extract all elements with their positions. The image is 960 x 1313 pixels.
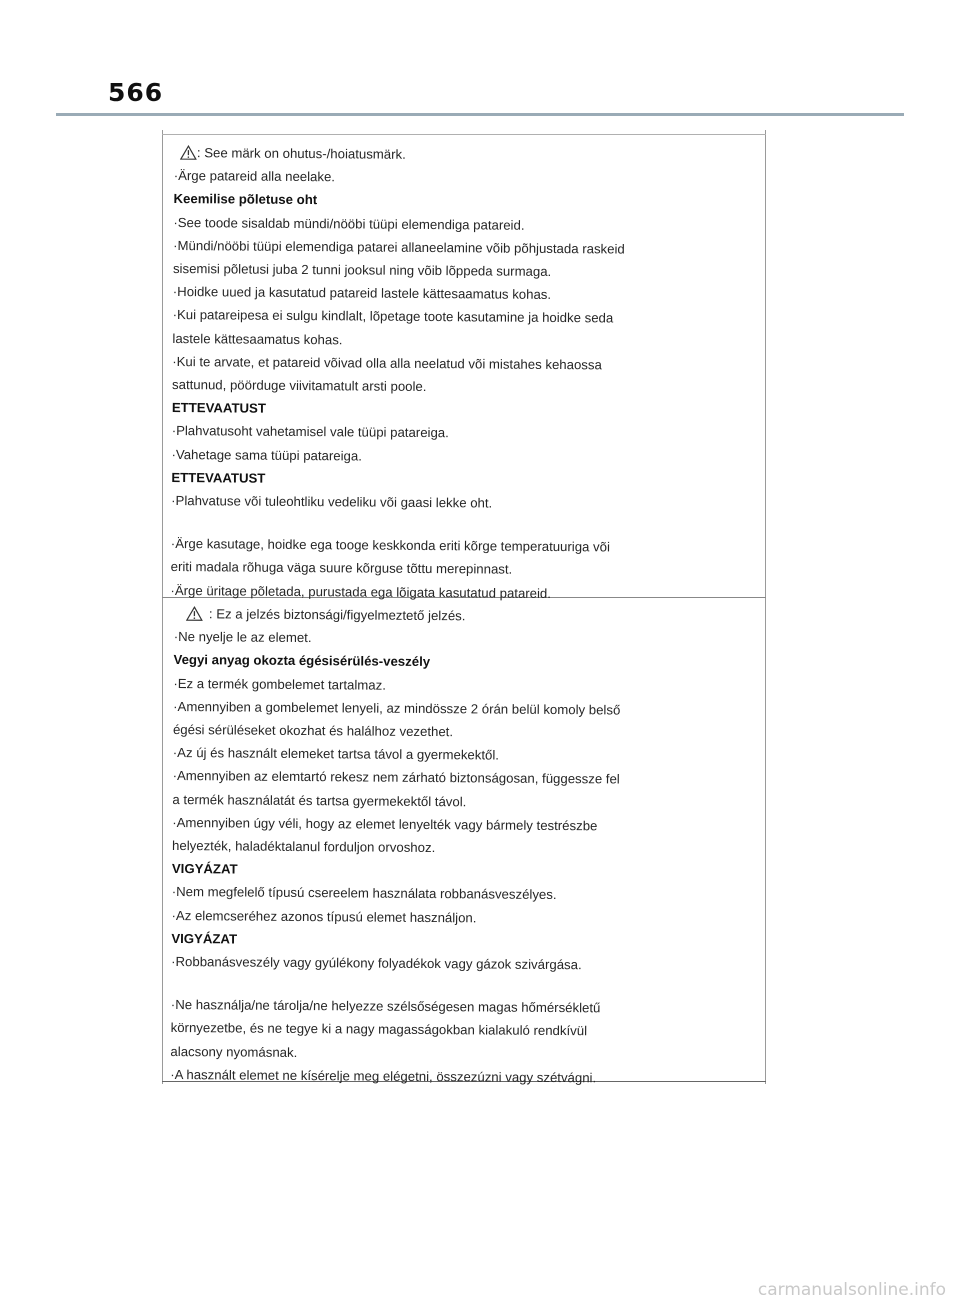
text-line: ·Kui te arvate, et patareid võivad olla alla neelatud või mistahes kehaossa [172,353,602,373]
text-line: ·Kui patareipesa ei sulgu kindlalt, lõpetage toote kasutamine ja hoidke seda [172,307,614,326]
text-line: ·Ez a termék gombelemet tartalmaz. [173,675,386,693]
symbol-note-text: : Ez a jelzés biztonsági/figyelmeztető jelzés. [208,606,466,624]
text-line: ·Ärge üritage põletada, purustada ega lõigata kasutatud patareid. [170,582,552,601]
text-line: ·Nem megfelelő típusú csereelem használata robbanásveszélyes. [171,884,557,903]
text-line: helyezték, haladéktalanul forduljon orvoshoz. [172,838,436,856]
battery-warning-hungarian [170,602,754,1091]
text-line: ·Ärge kasutage, hoidke ega tooge keskkonda eriti kõrge temperatuuriga või [170,536,611,555]
heading-caution: VIGYÁZAT [171,861,238,877]
text-line: ·Amennyiben a gombelemet lenyeli, az mindössze 2 órán belül komoly belső [173,698,621,718]
text-line: ·Robbanásveszély vagy gyúlékony folyadékok vagy gázok szivárgása. [171,954,582,973]
frame-top-border [162,134,766,135]
watermark: carmanualsonline.info [757,1280,946,1300]
text-line: lastele kättesaamatus kohas. [172,330,343,347]
text-line: ·Vahetage sama tüüpi patareiga. [171,446,362,464]
text-line: ·Ne használja/ne tárolja/ne helyezze szélsőségesen magas hőmérsékletű [170,997,601,1016]
text-line: ·Plahvatuse või tuleohtliku vedeliku või gaasi lekke oht. [171,493,493,511]
heading-chemical-burn: Keemilise põletuse oht [173,191,318,208]
warning-triangle-icon [180,145,197,160]
symbol-note-text: : See märk on ohutus-/hoiatusmärk. [196,145,406,162]
heading-caution: ETTEVAATUST [171,400,266,416]
warning-triangle-icon [186,606,203,621]
text-line: alacsony nyomásnak. [170,1043,298,1060]
text-line: ·Az új és használt elemeket tartsa távol a gyermekektől. [172,745,500,763]
heading-caution: VIGYÁZAT [171,930,238,947]
text-line: ·Ärge patareid alla neelake. [173,168,336,185]
header-divider [56,113,904,116]
text-line: sisemisi põletusi juba 2 tunni jooksul ning võib lõppeda surmaga. [172,261,552,279]
text-line: ·Plahvatusoht vahetamisel vale tüüpi patareiga. [171,423,449,441]
heading-caution: ETTEVAATUST [171,469,266,486]
heading-chemical-burn: Vegyi anyag okozta égésisérülés-veszély [173,652,431,670]
text-line: környezetbe, és ne tegye ki a nagy magasságokban kialakuló rendkívül [170,1020,588,1039]
text-line: ·A használt elemet ne kísérelje meg elégetni, összezúzni vagy szétvágni. [170,1066,597,1086]
text-line: ·Ne nyelje le az elemet. [173,629,312,646]
text-line: sattunud, pöörduge viivitamatult arsti poole. [172,377,427,395]
text-line: ·Hoidke uued ja kasutatud patareid lastele kättesaamatus kohas. [172,284,552,303]
page-number: 566 [108,78,164,107]
text-line: ·Amennyiben úgy véli, hogy az elemet lenyelték vagy bármely testrészbe [172,814,598,834]
text-line: ·See toode sisaldab mündi/nööbi tüüpi elemendiga patareid. [173,214,525,233]
text-line: eriti madala rõhuga väga suure kõrguse tõttu merepinnast. [170,559,513,578]
battery-warning-estonian [170,141,754,606]
text-line: ·Mündi/nööbi tüüpi elemendiga patarei allaneelamine võib põhjustada raskeid [173,237,625,257]
text-line: ·Az elemcseréhez azonos típusú elemet használjon. [171,907,477,926]
text-line: ·Amennyiben az elemtartó rekesz nem zárható biztonságosan, függessze fel [172,768,620,787]
text-line: a termék használatát és tartsa gyermekektől távol. [172,791,467,809]
text-line: égési sérüléseket okozhat és halálhoz vezethet. [172,722,454,740]
